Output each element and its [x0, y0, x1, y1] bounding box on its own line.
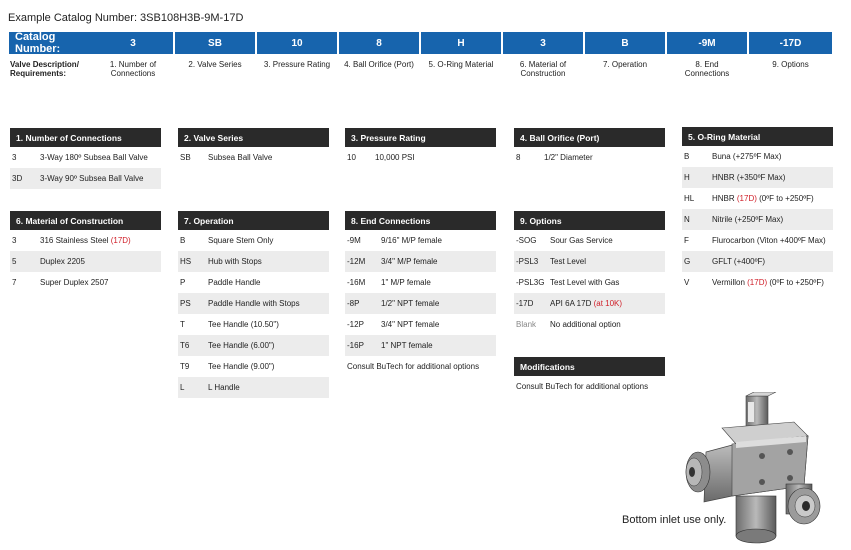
option-description — [550, 257, 665, 266]
option-description — [712, 278, 833, 287]
option-code: G — [684, 257, 691, 266]
option-row — [178, 356, 329, 377]
option-text: L Handle — [208, 383, 240, 392]
option-code: -12M — [347, 257, 366, 266]
option-description — [40, 278, 161, 287]
catalog-code-cell: -9M — [667, 32, 747, 54]
option-text: 3-Way 90º Subsea Ball Valve — [40, 174, 144, 183]
option-text: 1" M/P female — [381, 278, 431, 287]
option-text: 3/4" NPT female — [381, 320, 440, 329]
section-orifice — [514, 128, 665, 168]
option-description — [381, 299, 496, 308]
option-text: Paddle Handle — [208, 278, 261, 287]
option-code: 8 — [516, 153, 521, 162]
option-code: -PSL3 — [516, 257, 539, 266]
highlight-note: (17D) — [736, 194, 757, 203]
option-description — [40, 174, 161, 183]
option-row — [178, 230, 329, 251]
option-description — [381, 320, 496, 329]
section-modifications — [514, 357, 665, 391]
option-row — [10, 272, 161, 293]
option-row — [10, 251, 161, 272]
option-text: 1/2" NPT female — [381, 299, 440, 308]
option-code: -16M — [347, 278, 366, 287]
section-title: 9. Options — [514, 211, 665, 230]
option-text: Test Level — [550, 257, 587, 266]
option-row — [178, 335, 329, 356]
option-code: T6 — [180, 341, 190, 350]
option-text: Square Stem Only — [208, 236, 274, 245]
section-series — [178, 128, 329, 168]
option-row — [178, 377, 329, 398]
option-text: Sour Gas Service — [550, 236, 613, 245]
option-code: F — [684, 236, 689, 245]
option-text: Vermillon — [712, 278, 748, 287]
option-row — [682, 146, 833, 167]
option-description — [712, 257, 833, 266]
catalog-code-cell: -17D — [749, 32, 832, 54]
option-text: HNBR (+350ºF Max) — [712, 173, 786, 182]
option-code: 3D — [12, 174, 23, 183]
option-description — [712, 236, 833, 245]
description-line: 5. O-Ring Material — [428, 60, 494, 69]
option-text: (0ºF to +250ºF) — [756, 194, 814, 203]
option-code: -9M — [347, 236, 361, 245]
option-row — [345, 335, 496, 356]
description-line: 1. Number of — [109, 60, 157, 69]
section-connections — [10, 128, 161, 189]
option-description — [381, 236, 496, 245]
option-code: Blank — [516, 320, 537, 329]
option-row — [682, 209, 833, 230]
option-row — [10, 168, 161, 189]
section-operation — [178, 211, 329, 398]
option-description — [550, 299, 665, 308]
option-description — [550, 236, 665, 245]
description-line: 3. Pressure Rating — [263, 60, 331, 69]
option-row — [682, 188, 833, 209]
option-row — [514, 230, 665, 251]
option-row — [178, 314, 329, 335]
option-code: -12P — [347, 320, 364, 329]
section-oring — [682, 127, 833, 293]
option-row — [345, 230, 496, 251]
section-title: 8. End Connections — [345, 211, 496, 230]
option-description — [712, 215, 833, 224]
section-title: 1. Number of Connections — [10, 128, 161, 147]
description-cell — [749, 60, 832, 69]
option-row — [345, 272, 496, 293]
option-description — [208, 278, 329, 287]
highlight-note: (17D) — [110, 236, 131, 245]
description-cell — [585, 60, 665, 69]
option-text: Test Level with Gas — [550, 278, 620, 287]
description-line: Requirements: — [10, 69, 67, 78]
option-description — [381, 257, 496, 266]
option-code: -8P — [347, 299, 360, 308]
option-code: N — [684, 215, 690, 224]
description-cell — [667, 60, 747, 78]
option-code: -17D — [516, 299, 534, 308]
option-description — [208, 153, 329, 162]
option-description — [208, 236, 329, 245]
option-row — [178, 251, 329, 272]
catalog-code-cell: 10 — [257, 32, 337, 54]
option-code: 3 — [12, 236, 17, 245]
option-text: Subsea Ball Valve — [208, 153, 273, 162]
option-description — [208, 362, 329, 371]
option-text: 3-Way 180º Subsea Ball Valve — [40, 153, 148, 162]
section-title: 6. Material of Construction — [10, 211, 161, 230]
option-code: -16P — [347, 341, 364, 350]
example-catalog-number: Example Catalog Number: 3SB108H3B-9M-17D — [8, 12, 244, 24]
description-line: Connections — [110, 69, 156, 78]
option-text: No additional option — [550, 320, 621, 329]
option-row — [682, 272, 833, 293]
option-description — [208, 299, 329, 308]
consult-note: Consult BuTech for additional options — [516, 382, 649, 391]
option-row — [682, 230, 833, 251]
option-text: 3/4" M/P female — [381, 257, 438, 266]
option-description — [208, 341, 329, 350]
option-code: 7 — [12, 278, 17, 287]
section-pressure — [345, 128, 496, 168]
option-text: Tee Handle (10.50") — [208, 320, 279, 329]
option-row — [178, 293, 329, 314]
option-text: Flurocarbon (Viton +400ºF Max) — [712, 236, 826, 245]
description-cell — [175, 60, 255, 69]
valve-description-label — [10, 60, 94, 78]
section-material — [10, 211, 161, 293]
option-code: L — [180, 383, 185, 392]
option-description — [712, 173, 833, 182]
option-description — [381, 341, 496, 350]
catalog-code-cell: 8 — [339, 32, 419, 54]
option-row — [345, 314, 496, 335]
highlight-note: (at 10K) — [593, 299, 623, 308]
option-text: 316 Stainless Steel — [40, 236, 111, 245]
option-description — [208, 257, 329, 266]
option-code: PS — [180, 299, 191, 308]
option-text: (0ºF to +250ºF) — [767, 278, 824, 287]
option-text: Nitrile (+250ºF Max) — [712, 215, 784, 224]
section-title: 7. Operation — [178, 211, 329, 230]
section-endconn — [345, 211, 496, 371]
option-code: T9 — [180, 362, 190, 371]
catalog-code-cell: B — [585, 32, 665, 54]
option-row — [10, 147, 161, 168]
option-text: 10,000 PSI — [375, 153, 415, 162]
description-line: 7. Operation — [602, 60, 648, 69]
option-text: API 6A 17D — [550, 299, 594, 308]
description-line: Valve Description/ — [10, 60, 79, 69]
option-code: B — [180, 236, 186, 245]
description-cell — [421, 60, 501, 69]
option-text: 1/2" Diameter — [544, 153, 593, 162]
description-line: Construction — [520, 69, 566, 78]
option-description — [712, 194, 833, 203]
option-description — [544, 153, 665, 162]
description-cell — [503, 60, 583, 78]
description-line: Connections — [684, 69, 730, 78]
option-code: 3 — [12, 153, 17, 162]
option-code: 10 — [347, 153, 356, 162]
catalog-code-cell: 3 — [503, 32, 583, 54]
option-description — [550, 278, 665, 287]
option-code: 5 — [12, 257, 17, 266]
option-description — [550, 320, 665, 329]
option-description — [40, 257, 161, 266]
consult-note: Consult BuTech for additional options — [347, 362, 480, 371]
option-code: HS — [180, 257, 192, 266]
option-text: 1" NPT female — [381, 341, 433, 350]
option-code: SB — [180, 153, 191, 162]
description-line: 4. Ball Orifice (Port) — [344, 60, 414, 69]
option-description — [208, 320, 329, 329]
description-line: 8. End — [695, 60, 719, 69]
option-row — [514, 147, 665, 168]
option-description — [381, 278, 496, 287]
valve-product-image — [676, 392, 826, 544]
section-options — [514, 211, 665, 335]
option-row — [178, 147, 329, 168]
catalog-number-label: Catalog Number: — [9, 32, 93, 54]
catalog-code-cell: 3 — [93, 32, 173, 54]
description-cell — [257, 60, 337, 69]
option-row — [345, 293, 496, 314]
option-row — [514, 314, 665, 335]
option-text: Hub with Stops — [208, 257, 262, 266]
option-text: Super Duplex 2507 — [40, 278, 109, 287]
section-title: 3. Pressure Rating — [345, 128, 496, 147]
option-text: GFLT (+400ºF) — [712, 257, 766, 266]
description-line: 2. Valve Series — [188, 60, 242, 69]
option-row — [682, 251, 833, 272]
option-text: Buna (+275ºF Max) — [712, 152, 782, 161]
description-line: 6. Material of — [519, 60, 567, 69]
catalog-code-cell: SB — [175, 32, 255, 54]
description-line: 9. Options — [772, 60, 809, 69]
option-description — [208, 383, 329, 392]
option-code: HL — [684, 194, 695, 203]
option-row — [178, 272, 329, 293]
highlight-note: (17D) — [747, 278, 768, 287]
section-title: 4. Ball Orifice (Port) — [514, 128, 665, 147]
bottom-inlet-note: Bottom inlet use only. — [622, 514, 727, 526]
option-row — [10, 230, 161, 251]
option-code: B — [684, 152, 690, 161]
option-row — [514, 272, 665, 293]
option-code: -SOG — [516, 236, 537, 245]
description-cell — [339, 60, 419, 69]
catalog-code-cell: H — [421, 32, 501, 54]
option-code: V — [684, 278, 690, 287]
option-description — [40, 153, 161, 162]
option-text: Tee Handle (9.00") — [208, 362, 275, 371]
section-title: Modifications — [514, 357, 665, 376]
description-cell — [93, 60, 173, 78]
section-title: 2. Valve Series — [178, 128, 329, 147]
option-row — [345, 251, 496, 272]
option-code: H — [684, 173, 690, 182]
option-code: P — [180, 278, 186, 287]
option-row — [345, 147, 496, 168]
option-text: Tee Handle (6.00") — [208, 341, 275, 350]
option-text: 9/16" M/P female — [381, 236, 442, 245]
option-code: -PSL3G — [516, 278, 545, 287]
option-description — [375, 153, 496, 162]
option-row — [514, 251, 665, 272]
section-title: 5. O-Ring Material — [682, 127, 833, 146]
option-row — [514, 293, 665, 314]
option-description — [712, 152, 833, 161]
option-code: T — [180, 320, 185, 329]
option-text: HNBR — [712, 194, 737, 203]
option-description — [40, 236, 161, 245]
option-row — [682, 167, 833, 188]
option-text: Paddle Handle with Stops — [208, 299, 300, 308]
option-text: Duplex 2205 — [40, 257, 85, 266]
